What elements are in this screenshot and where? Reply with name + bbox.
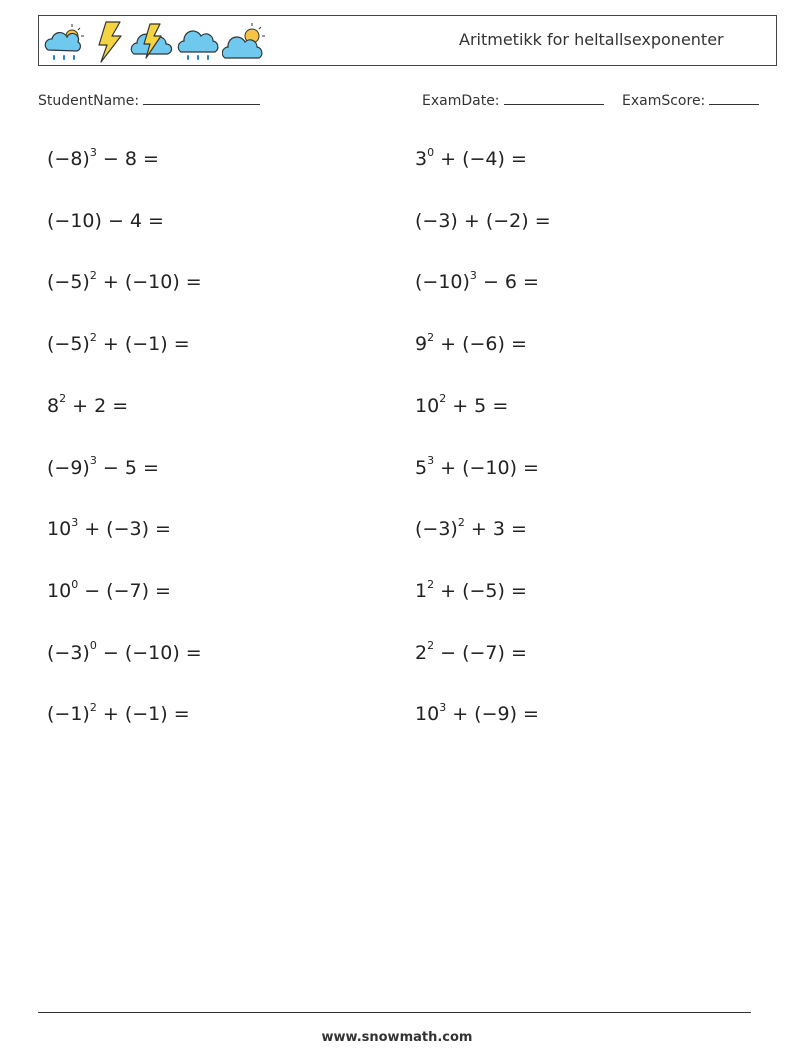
problem-base: 3 (415, 148, 428, 170)
student-name-blank (143, 92, 260, 105)
problem-base: (−1) (47, 703, 90, 726)
problem-rest: − (−10) = (96, 641, 202, 664)
problem-base: 10 (415, 703, 440, 726)
lightning-icon (92, 20, 126, 64)
problem-19 (47, 700, 190, 726)
cloud-sun-icon (222, 20, 268, 64)
problem-base: (−5) (47, 333, 90, 356)
problem-exponent: 3 (427, 454, 435, 468)
problem-exponent: 3 (89, 454, 97, 468)
problem-2 (415, 145, 527, 170)
problem-base: 10 (47, 518, 72, 541)
problem-1 (47, 145, 159, 170)
problem-rest: + (−10) = (96, 271, 202, 294)
problem-8 (415, 330, 527, 356)
problem-rest: − (−7) = (78, 579, 171, 602)
problem-base: (−10) (415, 271, 470, 294)
footer-url: www.snowmath.com (321, 1030, 473, 1045)
problem-5 (47, 271, 202, 293)
problem-rest: + (−6) = (434, 333, 527, 356)
problem-rest: − (−7) = (434, 641, 527, 664)
problem-exponent: 3 (439, 700, 447, 714)
problem-base: (−8) (47, 148, 90, 170)
problem-17 (47, 639, 202, 664)
exam-date-label: ExamDate: (422, 93, 500, 109)
problem-3 (47, 210, 164, 232)
problem-rest: + (−1) = (96, 333, 190, 356)
problem-16 (415, 577, 527, 602)
problem-exponent: 2 (427, 639, 435, 653)
problem-15 (47, 577, 171, 602)
problem-rest: + 3 = (464, 518, 527, 541)
problem-exponent: 2 (427, 330, 435, 344)
problem-base: (−3) + (−2) = (415, 209, 551, 232)
problem-exponent: 3 (89, 145, 97, 159)
problem-base: 10 (415, 394, 440, 417)
problem-exponent: 0 (89, 639, 97, 653)
problem-rest: + 5 = (446, 394, 509, 417)
footer-divider (38, 1012, 751, 1013)
problem-rest: + (−1) = (96, 703, 190, 726)
problem-base: 2 (415, 641, 428, 664)
problem-exponent: 2 (89, 330, 97, 344)
problem-rest: + (−9) = (446, 703, 539, 726)
problem-exponent: 2 (439, 392, 447, 406)
problem-exponent: 2 (457, 515, 465, 529)
student-name-field (38, 92, 260, 109)
problem-base: 10 (47, 579, 72, 602)
problem-13 (47, 515, 171, 541)
problem-exponent: 3 (71, 515, 79, 529)
problem-base: 5 (415, 456, 428, 479)
problem-base: (−3) (415, 518, 458, 541)
problem-exponent: 3 (469, 269, 477, 283)
problem-7 (47, 330, 190, 356)
problem-exponent: 2 (89, 269, 97, 283)
exam-score-label: ExamScore: (622, 93, 706, 109)
problem-exponent: 0 (427, 145, 435, 159)
problem-base: (−5) (47, 271, 90, 294)
problem-rest: + (−3) = (78, 518, 171, 541)
worksheet-title: Aritmetikk for heltallsexponenter (459, 30, 724, 49)
rain-cloud-icon (176, 20, 222, 64)
problem-12 (415, 454, 539, 479)
problem-exponent: 2 (89, 700, 97, 714)
exam-date-field (422, 92, 604, 109)
worksheet-header (38, 15, 777, 66)
problem-exponent: 2 (427, 577, 435, 591)
problem-18 (415, 639, 527, 664)
problem-exponent: 2 (59, 392, 67, 406)
exam-date-blank (504, 92, 604, 105)
problem-base: 8 (47, 394, 60, 417)
exam-score-field (622, 92, 759, 109)
problem-rest: + (−4) = (434, 148, 527, 170)
problem-base: (−10) − 4 = (47, 209, 164, 232)
problem-rest: − 5 = (96, 456, 159, 479)
problem-9 (47, 392, 129, 417)
problem-11 (47, 454, 159, 479)
problem-base: (−9) (47, 456, 90, 479)
problem-20 (415, 700, 539, 726)
problem-rest: + 2 = (66, 394, 129, 417)
problem-rest: − 6 = (476, 271, 539, 294)
problem-base: (−3) (47, 641, 90, 664)
problem-rest: + (−10) = (434, 456, 539, 479)
student-name-label: StudentName: (38, 93, 140, 109)
problem-10 (415, 392, 509, 417)
problem-4 (415, 210, 551, 232)
problem-14 (415, 515, 527, 541)
weather-icons (42, 20, 272, 64)
rain-cloud-sun-icon (42, 20, 86, 64)
problem-base: 9 (415, 333, 428, 356)
problem-base: 1 (415, 579, 428, 602)
problem-6 (415, 271, 539, 293)
problem-rest: − 8 = (96, 148, 159, 170)
thunder-cloud-icon (130, 20, 176, 64)
problem-exponent: 0 (71, 577, 79, 591)
problem-rest: + (−5) = (434, 579, 527, 602)
exam-score-blank (709, 92, 759, 105)
